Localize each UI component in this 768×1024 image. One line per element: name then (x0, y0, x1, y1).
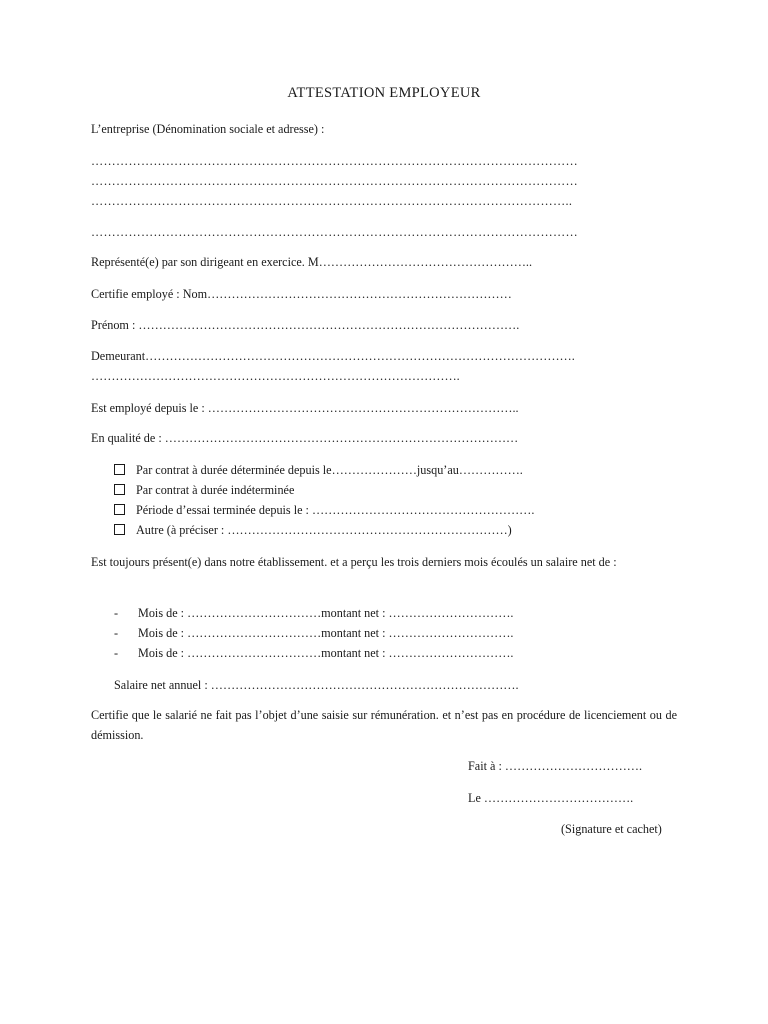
company-label: L’entreprise (Dénomination sociale et adresse) : (91, 122, 325, 136)
represented-field[interactable]: Représenté(e) par son dirigeant en exercice. M…………………………………………….. (91, 255, 533, 269)
present-paragraph: Est toujours présent(e) dans notre établissement. et a perçu les trois derniers mois écoulés un salaire net de : (91, 555, 617, 569)
company-dots-line[interactable]: ……………………………………………………………………………………………………… (91, 174, 579, 188)
employee-firstname-field[interactable]: Prénom : …………………………………………………………………………………. (91, 318, 520, 332)
contract-option-trial-period[interactable]: Période d’essai terminée depuis le : ………………………………………………. (114, 502, 534, 518)
employed-since-field[interactable]: Est employé depuis le : ………………………………………………………………….. (91, 401, 519, 415)
place-field[interactable]: Fait à : ……………………………. (468, 759, 643, 773)
address-field-continued[interactable]: ………………………………………………………………………………. (91, 369, 460, 383)
contract-option-cdd[interactable]: Par contrat à durée déterminée depuis le…………………jusqu’au……………. (114, 462, 523, 478)
month-salary-row[interactable]: - Mois de : ……………………………montant net : …………………………. (114, 606, 514, 620)
certifie-paragraph: Certifie que le salarié ne fait pas l’objet d’une saisie sur rémunération. et n’est pas en procédure de licenciement ou de démission. (91, 708, 677, 742)
checkbox-icon[interactable] (114, 524, 125, 535)
job-title-field[interactable]: En qualité de : …………………………………………………………………………… (91, 431, 519, 445)
checkbox-icon[interactable] (114, 504, 125, 515)
contract-option-cdi[interactable]: Par contrat à durée indéterminée (114, 482, 294, 498)
annual-salary-field[interactable]: Salaire net annuel : …………………………………………………………………. (114, 678, 519, 692)
company-dots-line[interactable]: …………………………………………………………………………………………………….. (91, 194, 573, 208)
checkbox-icon[interactable] (114, 464, 125, 475)
company-dots-line[interactable]: ……………………………………………………………………………………………………… (91, 225, 579, 239)
signature-label: (Signature et cachet) (561, 822, 662, 836)
checkbox-icon[interactable] (114, 484, 125, 495)
month-salary-row[interactable]: - Mois de : ……………………………montant net : …………………………. (114, 626, 514, 640)
date-field[interactable]: Le ………………………………. (468, 791, 634, 805)
address-field[interactable]: Demeurant……………………………………………………………………………………………. (91, 349, 575, 363)
contract-option-other[interactable]: Autre (à préciser : ……………………………………………………………) (114, 522, 512, 538)
dash-marker: - (114, 626, 119, 640)
employee-name-field[interactable]: Certifie employé : Nom………………………………………………………………… (91, 287, 512, 301)
month-salary-row[interactable]: - Mois de : ……………………………montant net : …………………………. (114, 646, 514, 660)
dash-marker: - (114, 646, 119, 660)
dash-marker: - (114, 606, 119, 620)
page-title: ATTESTATION EMPLOYEUR (287, 85, 481, 101)
company-dots-line[interactable]: ……………………………………………………………………………………………………… (91, 154, 579, 168)
